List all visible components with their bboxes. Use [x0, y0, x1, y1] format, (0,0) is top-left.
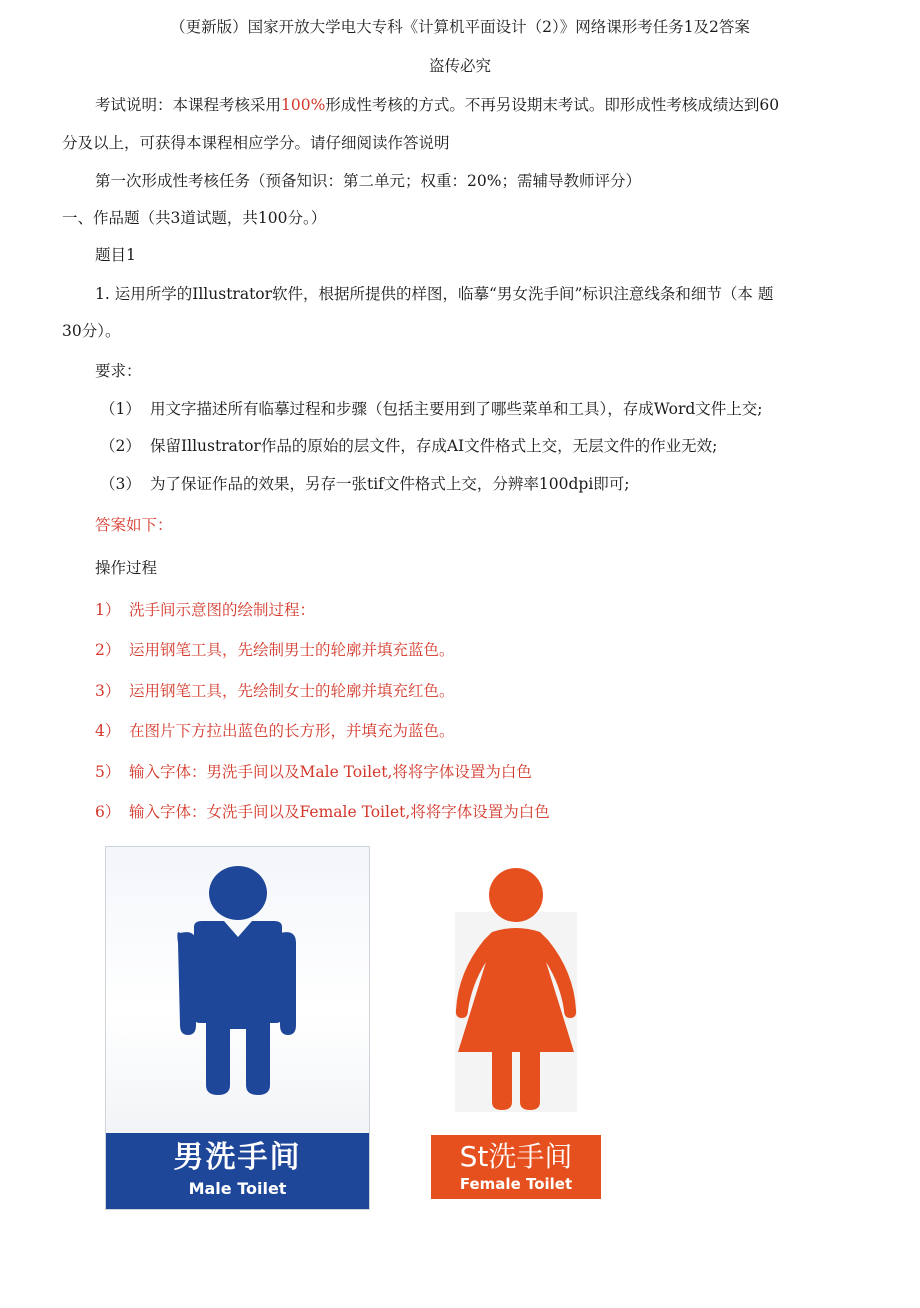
document-title: （更新版）国家开放大学电大专科《计算机平面设计（2）》网络课形考任务1及2答案 — [170, 18, 750, 36]
requirements-label: 要求： — [95, 362, 142, 380]
male-sign-cn-label: 男洗手间 — [173, 1140, 302, 1175]
step-text: 运用钢笔工具，先绘制女士的轮廓并填充红色。 — [129, 682, 455, 700]
male-sign-banner — [106, 1133, 369, 1209]
intro-highlight: 100% — [281, 96, 326, 114]
process-label: 操作过程 — [95, 559, 158, 577]
intro-paragraph — [95, 95, 779, 115]
step-number: 1） — [95, 601, 121, 619]
requirement-text: 为了保证作品的效果，另存一张tif文件格式上交，分辨率100dpi即可; — [150, 475, 630, 493]
step-item — [95, 762, 532, 782]
requirement-number: （2） — [100, 437, 141, 455]
male-toilet-sign — [105, 846, 370, 1210]
answer-label: 答案如下： — [95, 516, 173, 534]
section-heading: 一、作品题（共3道试题，共100分。） — [62, 209, 327, 227]
male-sign-en-label: Male Toilet — [188, 1179, 287, 1198]
female-sign-banner — [431, 1135, 601, 1199]
requirement-item — [100, 474, 630, 494]
requirement-number: （1） — [100, 400, 141, 418]
step-number: 3） — [95, 682, 121, 700]
step-item — [95, 600, 315, 620]
requirement-item — [100, 436, 717, 456]
step-item — [95, 681, 455, 701]
step-text: 运用钢笔工具，先绘制男士的轮廓并填充蓝色。 — [129, 641, 455, 659]
step-text: 在图片下方拉出蓝色的长方形，并填充为蓝色。 — [129, 722, 455, 740]
step-number: 5） — [95, 763, 121, 781]
step-text: 洗手间示意图的绘制过程： — [129, 601, 316, 619]
question-label: 题目1 — [95, 246, 136, 264]
intro-suffix: 形成性考核的方式。不再另设期末考试。即形成性考核成绩达到60 — [325, 96, 780, 114]
requirement-text: 保留Illustrator作品的原始的层文件，存成AI文件格式上交，无层文件的作业无效; — [150, 437, 718, 455]
step-item — [95, 721, 455, 741]
requirement-number: （3） — [100, 475, 141, 493]
step-text: 输入字体：女洗手间以及Female Toilet,将将字体设置为白色 — [129, 803, 550, 821]
question-line-1: 1. 运用所学的Illustrator软件，根据所提供的样图，临摹“男女洗手间”标识注意线条和细节（本 题 — [95, 285, 774, 303]
document-subtitle: 盗传必究 — [428, 57, 491, 75]
intro-line-2: 分及以上，可获得本课程相应学分。请仔细阅读作答说明 — [62, 134, 450, 152]
step-item — [95, 802, 550, 822]
step-number: 2） — [95, 641, 121, 659]
first-task-heading: 第一次形成性考核任务（预备知识：第二单元；权重：20%；需辅导教师评分） — [95, 172, 641, 190]
requirement-item — [100, 399, 763, 419]
step-text: 输入字体：男洗手间以及Male Toilet,将将字体设置为白色 — [129, 763, 532, 781]
female-sign-en-label: Female Toilet — [459, 1175, 573, 1193]
step-number: 4） — [95, 722, 121, 740]
male-figure-icon — [106, 847, 369, 1135]
step-number: 6） — [95, 803, 121, 821]
intro-prefix: 考试说明：本课程考核采用 — [95, 96, 282, 114]
female-figure-icon — [440, 860, 590, 1110]
female-sign-cn-label: St洗手间 — [459, 1140, 573, 1173]
step-item — [95, 640, 455, 660]
question-line-2: 30分）。 — [62, 322, 121, 340]
requirement-text: 用文字描述所有临摹过程和步骤（包括主要用到了哪些菜单和工具），存成Word文件上交; — [150, 400, 763, 418]
